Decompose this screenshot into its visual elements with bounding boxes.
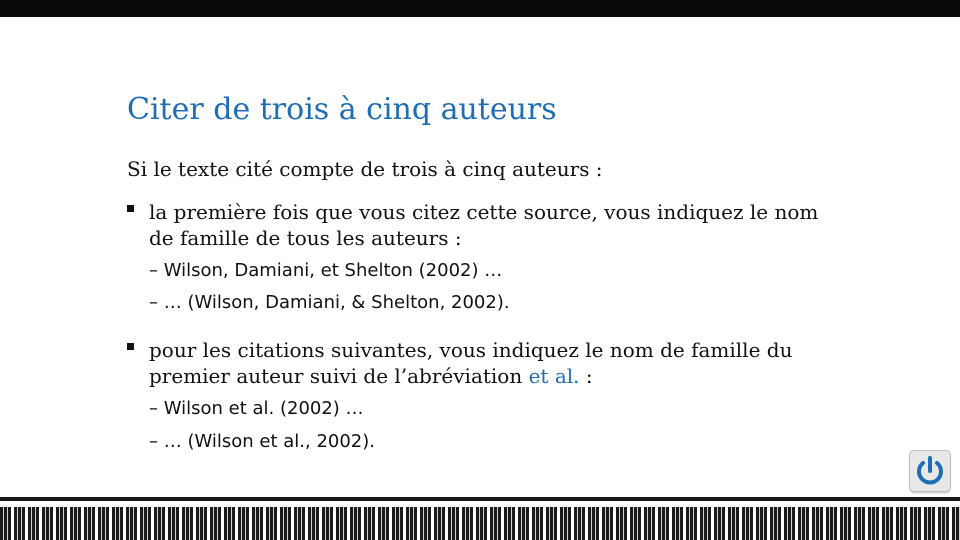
bullet-text: pour les citations suivantes, vous indiquez le nom de famille du premier auteur suivi de l’abréviation — [149, 338, 793, 388]
bottom-rule — [0, 497, 960, 501]
sub-item: – … (Wilson, Damiani, & Shelton, 2002). — [149, 292, 510, 313]
bullet-text-wrapper — [149, 337, 839, 389]
bottom-stripes — [0, 507, 960, 540]
power-icon[interactable] — [910, 451, 950, 491]
intro-text: Si le texte cité compte de trois à cinq auteurs : — [127, 157, 603, 181]
top-decorative-bar — [0, 0, 960, 17]
sub-item: – Wilson et al. (2002) … — [149, 398, 364, 419]
sub-item: – … (Wilson et al., 2002). — [149, 431, 375, 452]
et-al-highlight: et al. — [528, 364, 580, 388]
square-bullet-icon — [127, 205, 134, 212]
sub-item: – Wilson, Damiani, et Shelton (2002) … — [149, 260, 503, 281]
power-icon-glyph — [910, 451, 950, 491]
bottom-decorative-band — [0, 497, 960, 540]
square-bullet-icon — [127, 343, 134, 350]
bullet-text: la première fois que vous citez cette source, vous indiquez le nom de famille de tous les auteurs : — [149, 200, 819, 250]
bullet-suffix: : — [579, 364, 593, 388]
slide-title: Citer de trois à cinq auteurs — [127, 92, 557, 127]
